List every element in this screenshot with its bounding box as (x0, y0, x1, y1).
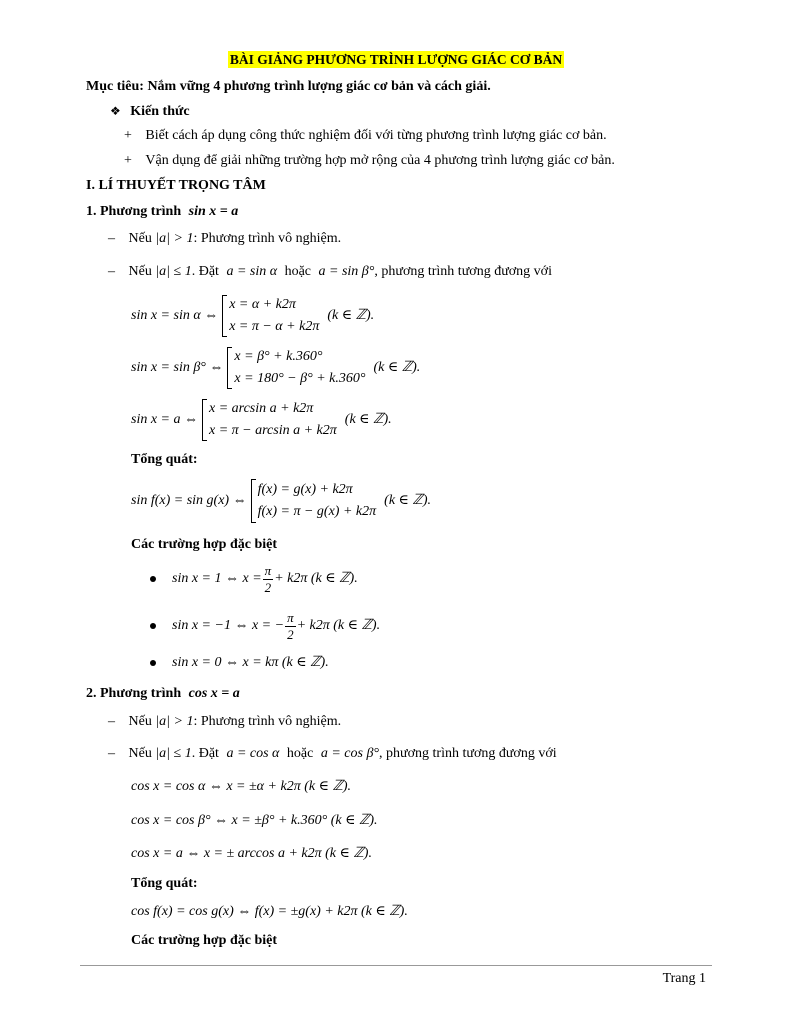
formula-domain: (k ∈ ℤ). (373, 360, 421, 375)
formula-domain: (k ∈ ℤ). (344, 412, 392, 427)
dash-bullet: – (108, 264, 115, 279)
formula-lhs: sin x = sin α ⇔ (131, 308, 219, 323)
formula-line: x = π − arcsin a + k2π (209, 423, 337, 438)
sin-special-2 (150, 609, 380, 643)
formula-system (258, 479, 377, 523)
fraction-den: 2 (264, 579, 272, 595)
diamond-bullet-icon: ❖ (110, 104, 121, 118)
special-pre: sin x = −1 ⇔ x = − (172, 618, 285, 633)
knowledge-item (124, 152, 615, 170)
bracket (202, 399, 207, 441)
formula-lhs: sin f(x) = sin g(x) ⇔ (131, 493, 247, 508)
knowledge-item-text: Vận dụng để giải những trường hợp mở rộng của 4 phương trình lượng giác cơ bản. (145, 153, 615, 168)
fraction (263, 563, 274, 596)
plus-bullet: + (124, 153, 132, 168)
case-text: . Đặt (191, 264, 219, 279)
substitution-2: a = cos β° (320, 746, 380, 761)
sin-case-1 (108, 230, 341, 248)
case-condition: |a| ≤ 1 (155, 746, 192, 761)
cos-heading-label: 2. Phương trình (86, 686, 182, 701)
case-tail: , phương trình tương đương với (374, 264, 552, 279)
formula-line: x = 180° − β° + k.360° (234, 371, 366, 386)
formula-line: f(x) = π − g(x) + k2π (257, 504, 377, 519)
formula-domain: (k ∈ ℤ). (327, 308, 375, 323)
bracket (251, 479, 256, 523)
objective-label: Mục tiêu: (86, 79, 144, 94)
cos-formula-2: cos x = cos β° ⇔ x = ±β° + k.360° (k ∈ ℤ). (131, 813, 378, 828)
case-text: . Đặt (191, 746, 219, 761)
page-title: BÀI GIẢNG PHƯƠNG TRÌNH LƯỢNG GIÁC CƠ BẢN (229, 52, 563, 67)
fraction-den: 2 (287, 626, 294, 642)
formula-line: x = arcsin a + k2π (209, 401, 314, 416)
sin-general-formula (131, 478, 431, 524)
case-condition: |a| > 1 (155, 231, 194, 246)
cos-case-2 (108, 745, 557, 763)
cos-formula-3: cos x = a ⇔ x = ± arccos a + k2π (k ∈ ℤ). (131, 846, 372, 861)
formula-line: x = π − α + k2π (229, 319, 320, 334)
knowledge-heading-text: Kiến thức (130, 104, 190, 119)
sin-formula-2 (131, 346, 420, 390)
substitution-2: a = sin β° (318, 264, 375, 279)
plus-bullet: + (124, 128, 132, 143)
knowledge-item (124, 127, 607, 145)
case-text: : Phương trình vô nghiệm. (193, 714, 342, 729)
sin-special-3 (150, 654, 329, 672)
fraction-num: π (264, 562, 272, 578)
footer-divider (80, 965, 712, 966)
formula-domain: (k ∈ ℤ). (384, 493, 431, 508)
special-pre: sin x = 0 ⇔ x = kπ (k ∈ ℤ). (172, 655, 329, 670)
case-text: : Phương trình vô nghiệm. (193, 231, 342, 246)
formula-line: x = β° + k.360° (234, 349, 323, 364)
case-tail: , phương trình tương đương với (379, 746, 557, 761)
objective-text: Nắm vững 4 phương trình lượng giác cơ bản và cách giải. (147, 79, 491, 94)
bracket (222, 295, 227, 337)
formula-system (229, 294, 319, 338)
special-pre: sin x = 1 ⇔ x = (172, 571, 262, 586)
dash-bullet: – (108, 746, 115, 761)
special-post: + k2π (k ∈ ℤ). (274, 571, 358, 586)
fraction (285, 610, 296, 643)
general-label: Tổng quát: (131, 452, 198, 467)
or-word: hoặc (284, 264, 312, 279)
cos-heading-eq: cos x = a (188, 686, 240, 701)
substitution-1: a = sin α (226, 264, 278, 279)
cos-formula-1: cos x = cos α ⇔ x = ±α + k2π (k ∈ ℤ). (131, 779, 352, 794)
fraction-num: π (287, 609, 294, 625)
section-heading: I. LÍ THUYẾT TRỌNG TÂM (86, 178, 266, 193)
special-post: + k2π (k ∈ ℤ). (296, 618, 381, 633)
case-condition: |a| > 1 (155, 714, 194, 729)
case-condition: |a| ≤ 1 (155, 264, 192, 279)
case-prefix: Nếu (128, 746, 152, 761)
bullet-icon (150, 576, 156, 582)
bracket (227, 347, 232, 389)
case-prefix: Nếu (128, 231, 152, 246)
knowledge-item-text: Biết cách áp dụng công thức nghiệm đối với từng phương trình lượng giác cơ bản. (145, 128, 607, 143)
formula-lhs: sin x = sin β° ⇔ (131, 360, 224, 375)
formula-line: f(x) = g(x) + k2π (257, 482, 353, 497)
objective (86, 78, 491, 96)
formula-lhs: sin x = a ⇔ (131, 412, 198, 427)
cos-case-1 (108, 713, 341, 731)
formula-system (234, 346, 365, 390)
sin-heading (86, 203, 238, 221)
special-label: Các trường hợp đặc biệt (131, 537, 278, 552)
sin-heading-eq: sin x = a (188, 204, 239, 219)
bullet-icon (150, 660, 156, 666)
sin-formula-3 (131, 398, 392, 442)
substitution-1: a = cos α (226, 746, 280, 761)
dash-bullet: – (108, 714, 115, 729)
sin-special-1 (150, 562, 358, 596)
formula-line: x = α + k2π (229, 297, 296, 312)
special-label: Các trường hợp đặc biệt (131, 933, 278, 948)
bullet-icon (150, 623, 156, 629)
sin-heading-label: 1. Phương trình (86, 204, 182, 219)
formula-system (209, 398, 337, 442)
dash-bullet: – (108, 231, 115, 246)
general-label: Tổng quát: (131, 876, 198, 891)
knowledge-heading (110, 102, 190, 121)
or-word: hoặc (286, 746, 314, 761)
case-prefix: Nếu (128, 264, 152, 279)
cos-general-formula: cos f(x) = cos g(x) ⇔ f(x) = ±g(x) + k2π (k ∈ ℤ). (131, 904, 408, 919)
case-prefix: Nếu (128, 714, 152, 729)
page-number: Trang 1 (662, 971, 706, 986)
sin-case-2 (108, 263, 552, 281)
cos-heading (86, 685, 240, 703)
sin-formula-1 (131, 294, 374, 338)
